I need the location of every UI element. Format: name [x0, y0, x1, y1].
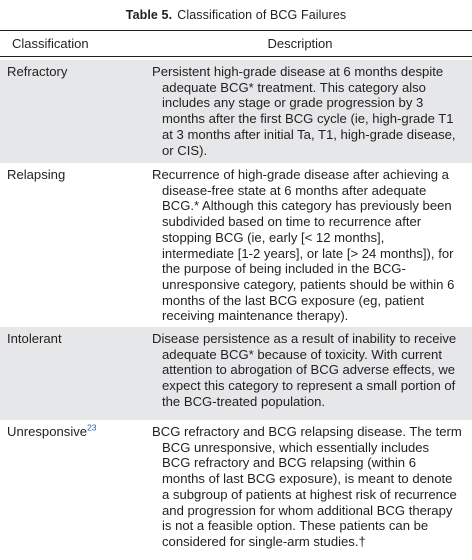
description-line: and progression for whom additional BCG therapy: [162, 502, 453, 518]
description-line: months of the last BCG exposure (eg, patient: [162, 292, 425, 308]
description-line: BCG.* Although this category has previously been: [162, 198, 452, 214]
description-line: the purpose of being included in the BCG-: [162, 261, 406, 277]
table-title: Classification of BCG Failures: [177, 8, 347, 22]
table-body: [0, 60, 472, 560]
description-line: unresponsive category, patients should be within 6: [162, 276, 455, 292]
reference-superscript[interactable]: 23: [87, 422, 97, 433]
row-classification: Refractory: [7, 64, 68, 79]
row-classification-label: Unresponsive: [7, 424, 88, 439]
description-line: the BCG-treated population.: [162, 393, 326, 409]
table-row-unresponsive: [0, 420, 472, 560]
header-rule: [0, 56, 472, 57]
description-line: is not a feasible option. These patients can be: [162, 518, 429, 534]
row-classification: Intolerant: [7, 331, 62, 346]
table-caption: [0, 0, 472, 30]
description-line: Persistent high-grade disease at 6 months despite: [152, 64, 444, 79]
description-line: intermediate [1-2 years], or late [> 24 months]), for: [162, 245, 454, 261]
description-line: or CIS).: [162, 142, 208, 158]
row-description: [148, 420, 472, 560]
description-line: stopping BCG (ie, early [< 12 months],: [162, 229, 385, 245]
table-header: [0, 31, 472, 56]
description-line: BCG unresponsive, which essentially includes: [162, 439, 430, 455]
description-line: Disease persistence as a result of inability to receive: [152, 331, 457, 346]
description-line: includes any stage or grade progression by 3: [162, 95, 424, 111]
row-description: [148, 163, 472, 327]
description-line: adequate BCG* treatment. This category also: [162, 79, 426, 95]
header-classification: Classification: [12, 36, 89, 51]
description-line: a subgroup of patients at highest risk of recurrence: [162, 486, 457, 502]
description-line: BCG refractory and BCG relapsing (within 6: [162, 455, 416, 471]
row-classification: [0, 420, 148, 560]
table-number: Table 5.: [125, 8, 173, 22]
description-line: attention to abrogation of BCG adverse effects, we: [162, 362, 456, 378]
row-description: [148, 327, 472, 420]
table-row-refractory: [0, 60, 472, 163]
table-row-intolerant: [0, 327, 472, 420]
description-line: disease-free state at 6 months after adequate: [162, 182, 427, 198]
description-line: at 3 months after initial Ta, T1, high-grade disease,: [162, 126, 456, 142]
description-line: months of last BCG exposure), is meant to denote: [162, 471, 453, 487]
description-line: adequate BCG* because of toxicity. With current: [162, 346, 442, 362]
description-line: BCG refractory and BCG relapsing disease. The term: [152, 424, 462, 439]
row-classification: Relapsing: [7, 167, 66, 182]
description-line: subdivided based on time to recurrence after: [162, 214, 422, 230]
description-line: considered for single-arm studies.†: [162, 533, 366, 549]
description-line: months after the first BCG cycle (ie, high-grade T1: [162, 111, 454, 127]
description-line: Recurrence of high-grade disease after achieving a: [152, 167, 449, 182]
description-line: expect this category to represent a small portion of: [162, 378, 456, 394]
row-description: [148, 60, 472, 163]
description-line: receiving maintenance therapy).: [162, 308, 349, 324]
table-row-relapsing: [0, 163, 472, 327]
header-description: Description: [267, 36, 333, 51]
